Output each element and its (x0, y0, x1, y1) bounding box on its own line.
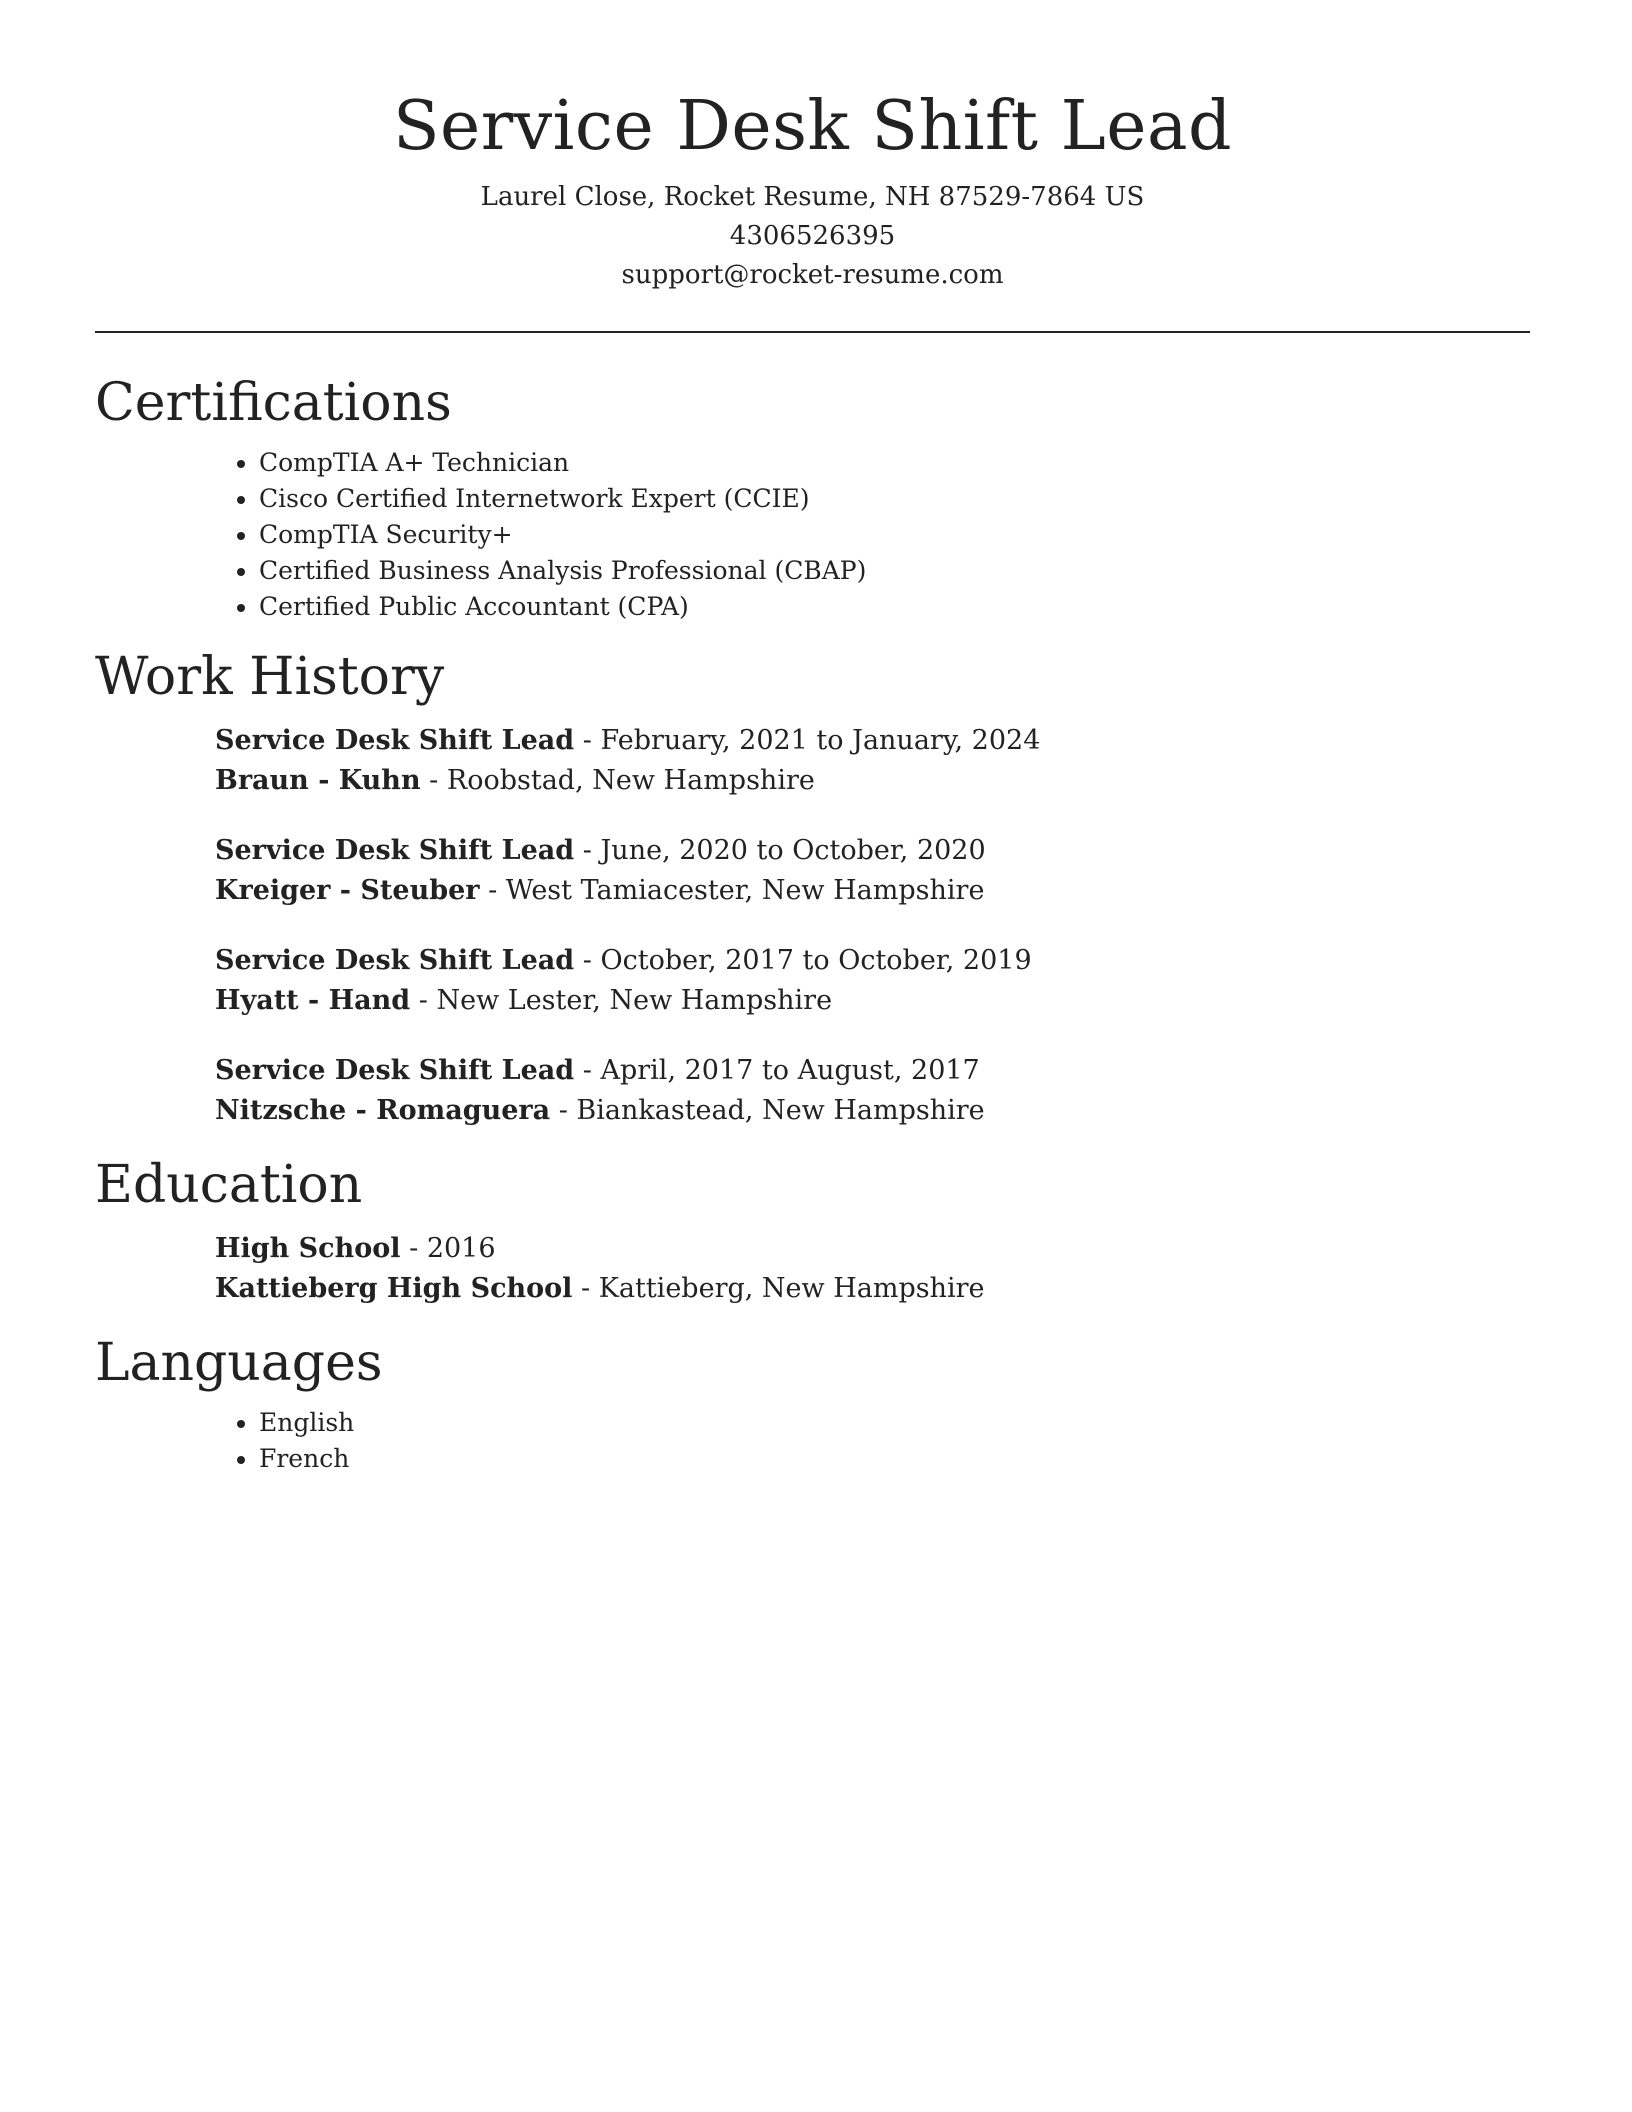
phone: 4306526395 (729, 221, 896, 251)
job-dates: October, 2017 to October, 2019 (600, 945, 1032, 976)
education-section (95, 1153, 1530, 1309)
job-dates: February, 2021 to January, 2024 (600, 725, 1041, 756)
languages-list (95, 1405, 1530, 1477)
school-name: Kattieberg High School (215, 1273, 573, 1304)
job-company-line: Kreiger - Steuber - West Tamiacester, New Hampshire (215, 875, 985, 906)
degree: High School (215, 1233, 401, 1264)
job-dates: April, 2017 to August, 2017 (600, 1055, 980, 1086)
work-history-list (95, 721, 1530, 1131)
job-company: Braun - Kuhn (215, 765, 421, 796)
job-role: Service Desk Shift Lead (215, 1055, 575, 1086)
resume-page (95, 0, 1530, 1477)
job-location: New Lester, New Hampshire (436, 985, 833, 1016)
list-item: • CompTIA Security+ (259, 517, 1530, 553)
resume-header (95, 0, 1530, 295)
resume-name: Service Desk Shift Lead (392, 87, 1233, 166)
list-item: • Certified Business Analysis Professional (CBAP) (259, 553, 1530, 589)
job-title-line: Service Desk Shift Lead - February, 2021 to January, 2024 (215, 725, 1041, 756)
job-role: Service Desk Shift Lead (215, 725, 575, 756)
job-title-line: Service Desk Shift Lead - April, 2017 to August, 2017 (215, 1055, 980, 1086)
address: Laurel Close, Rocket Resume, NH 87529-7864 US (480, 182, 1145, 212)
job-entry (215, 721, 1530, 801)
section-title-certifications: Certifications (95, 373, 452, 433)
section-title-education: Education (95, 1155, 363, 1215)
list-item: • Cisco Certified Internetwork Expert (CCIE) (259, 481, 1530, 517)
contact-info (95, 178, 1530, 295)
job-location: West Tamiacester, New Hampshire (505, 875, 985, 906)
job-title-line: Service Desk Shift Lead - October, 2017 to October, 2019 (215, 945, 1032, 976)
list-item: • CompTIA A+ Technician (259, 445, 1530, 481)
job-company-line: Nitzsche - Romaguera - Biankastead, New Hampshire (215, 1095, 985, 1126)
certifications-section (95, 371, 1530, 625)
education-entry (215, 1229, 1530, 1309)
job-dates: June, 2020 to October, 2020 (600, 835, 986, 866)
job-role: Service Desk Shift Lead (215, 835, 575, 866)
job-entry (215, 941, 1530, 1021)
degree-line: High School - 2016 (215, 1233, 496, 1264)
job-location: Biankastead, New Hampshire (576, 1095, 985, 1126)
school-location: Kattieberg, New Hampshire (598, 1273, 985, 1304)
job-title-line: Service Desk Shift Lead - June, 2020 to October, 2020 (215, 835, 986, 866)
job-company: Hyatt - Hand (215, 985, 411, 1016)
job-company-line: Hyatt - Hand - New Lester, New Hampshire (215, 985, 833, 1016)
certifications-list (95, 445, 1530, 625)
list-item: • French (259, 1441, 1530, 1477)
email[interactable]: support@rocket-resume.com (621, 260, 1004, 290)
job-role: Service Desk Shift Lead (215, 945, 575, 976)
graduation-year: 2016 (426, 1233, 496, 1264)
school-line: Kattieberg High School - Kattieberg, New Hampshire (215, 1273, 985, 1304)
job-location: Roobstad, New Hampshire (446, 765, 815, 796)
languages-section (95, 1331, 1530, 1477)
job-entry (215, 831, 1530, 911)
job-company: Nitzsche - Romaguera (215, 1095, 551, 1126)
education-list (95, 1229, 1530, 1309)
list-item: • English (259, 1405, 1530, 1441)
job-company: Kreiger - Steuber (215, 875, 480, 906)
job-company-line: Braun - Kuhn - Roobstad, New Hampshire (215, 765, 815, 796)
job-entry (215, 1051, 1530, 1131)
list-item: • Certified Public Accountant (CPA) (259, 589, 1530, 625)
section-title-work-history: Work History (95, 647, 445, 707)
section-title-languages: Languages (95, 1333, 383, 1393)
work-history-section (95, 645, 1530, 1131)
header-divider (95, 331, 1530, 333)
